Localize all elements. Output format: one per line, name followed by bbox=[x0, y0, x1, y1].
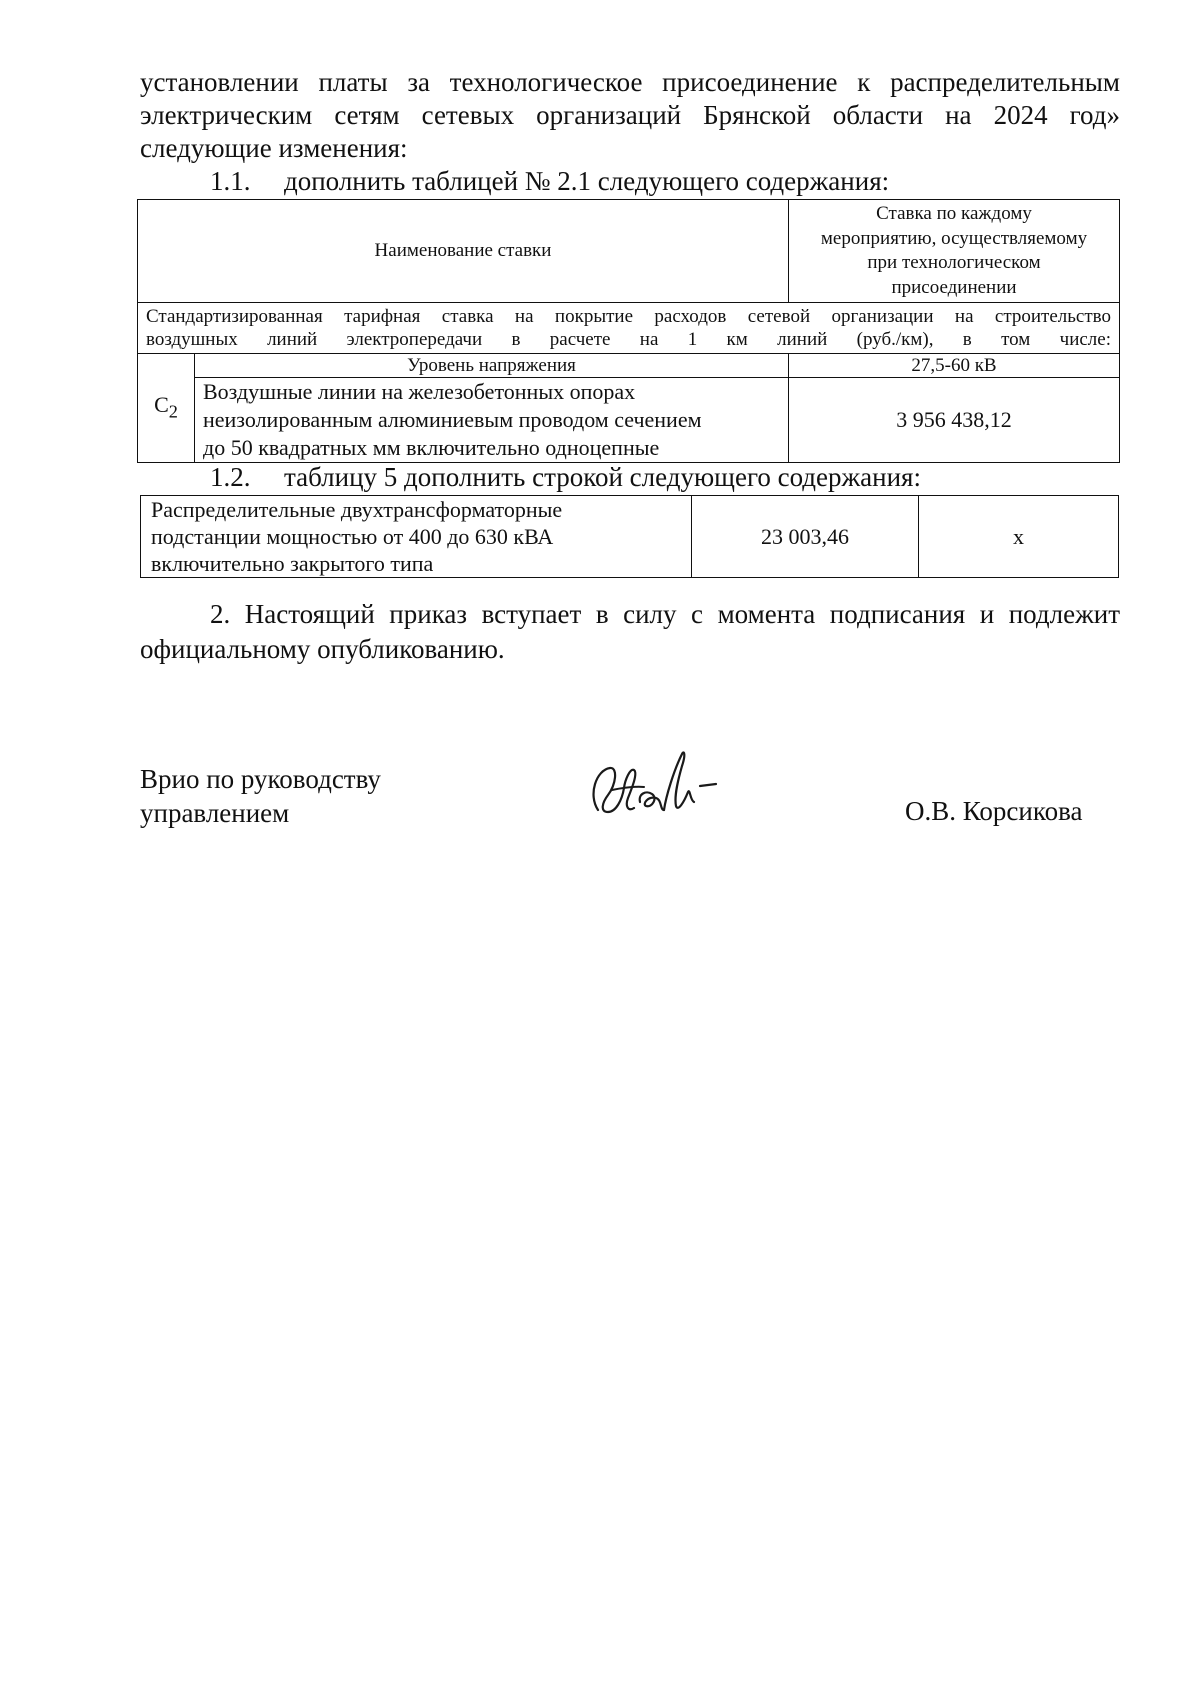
table-5-row bbox=[140, 495, 1119, 578]
point-text: дополнить таблицей № 2.1 следующего содержания: bbox=[284, 166, 890, 196]
rate-code-subscript: 2 bbox=[168, 401, 178, 422]
rate-code: C bbox=[154, 391, 169, 417]
row-description-cell bbox=[141, 496, 692, 578]
point-1-2 bbox=[210, 462, 921, 492]
voltage-label-cell: Уровень напряжения bbox=[195, 354, 789, 378]
paragraph-line: официальному опубликованию. bbox=[140, 634, 505, 664]
signatory-role bbox=[140, 762, 381, 830]
header-rate-line: присоединении bbox=[891, 276, 1017, 298]
standard-rate-line: Стандартизированная тарифная ставка на покрытие расходов сетевой организации на строительство bbox=[146, 306, 1111, 327]
point-number: 1.1. bbox=[210, 166, 251, 196]
table-header-row bbox=[138, 200, 1120, 303]
table-row bbox=[141, 496, 1119, 578]
paragraph-2 bbox=[140, 597, 1120, 667]
header-rate-line: мероприятию, осуществляемому bbox=[820, 227, 1088, 249]
row-mark-cell: х bbox=[919, 496, 1119, 578]
row-value-cell: 23 003,46 bbox=[692, 496, 919, 578]
header-rate-line: при технологическом bbox=[867, 252, 1041, 273]
row-description-line: подстанции мощностью от 400 до 630 кВА bbox=[151, 524, 554, 549]
header-name-cell: Наименование ставки bbox=[138, 200, 789, 303]
intro-line: следующие изменения: bbox=[140, 133, 408, 163]
point-text: таблицу 5 дополнить строкой следующего содержания: bbox=[284, 462, 921, 492]
handwritten-signature bbox=[578, 740, 738, 830]
item-description-line: Воздушные линии на железобетонных опорах bbox=[203, 379, 636, 404]
standard-rate-cell bbox=[138, 303, 1120, 354]
header-rate-line: Ставка по каждому bbox=[876, 203, 1032, 224]
paragraph-line: 2. Настоящий приказ вступает в силу с момента подписания и подлежит bbox=[210, 599, 1120, 629]
item-value-cell: 3 956 438,12 bbox=[789, 378, 1120, 463]
signatory-role-line: Врио по руководству bbox=[140, 764, 381, 794]
rate-code-cell bbox=[138, 354, 195, 463]
item-description-cell bbox=[195, 378, 789, 463]
item-row bbox=[138, 378, 1120, 463]
intro-paragraph bbox=[140, 66, 1120, 165]
row-description-line: включительно закрытого типа bbox=[151, 551, 434, 576]
table-2-1 bbox=[137, 199, 1120, 463]
standard-rate-row bbox=[138, 303, 1120, 354]
signatory-role-line: управлением bbox=[140, 798, 290, 828]
item-description-line: до 50 квадратных мм включительно одноцепные bbox=[203, 435, 660, 460]
item-description-line: неизолированным алюминиевым проводом сечением bbox=[203, 407, 702, 432]
signatory-name: О.В. Корсикова bbox=[905, 796, 1083, 826]
standard-rate-line: воздушных линий электропередачи в расчете на 1 км линий (руб./км), в том числе: bbox=[146, 329, 1111, 350]
intro-line: электрическим сетям сетевых организаций Брянской области на 2024 год» bbox=[140, 100, 1120, 130]
point-number: 1.2. bbox=[210, 462, 251, 492]
intro-line: установлении платы за технологическое присоединение к распределительным bbox=[140, 67, 1120, 97]
voltage-row bbox=[138, 354, 1120, 378]
point-1-1 bbox=[210, 166, 889, 196]
row-description-line: Распределительные двухтрансформаторные bbox=[151, 497, 563, 522]
voltage-value-cell: 27,5-60 кВ bbox=[789, 354, 1120, 378]
header-rate-cell bbox=[789, 200, 1120, 303]
